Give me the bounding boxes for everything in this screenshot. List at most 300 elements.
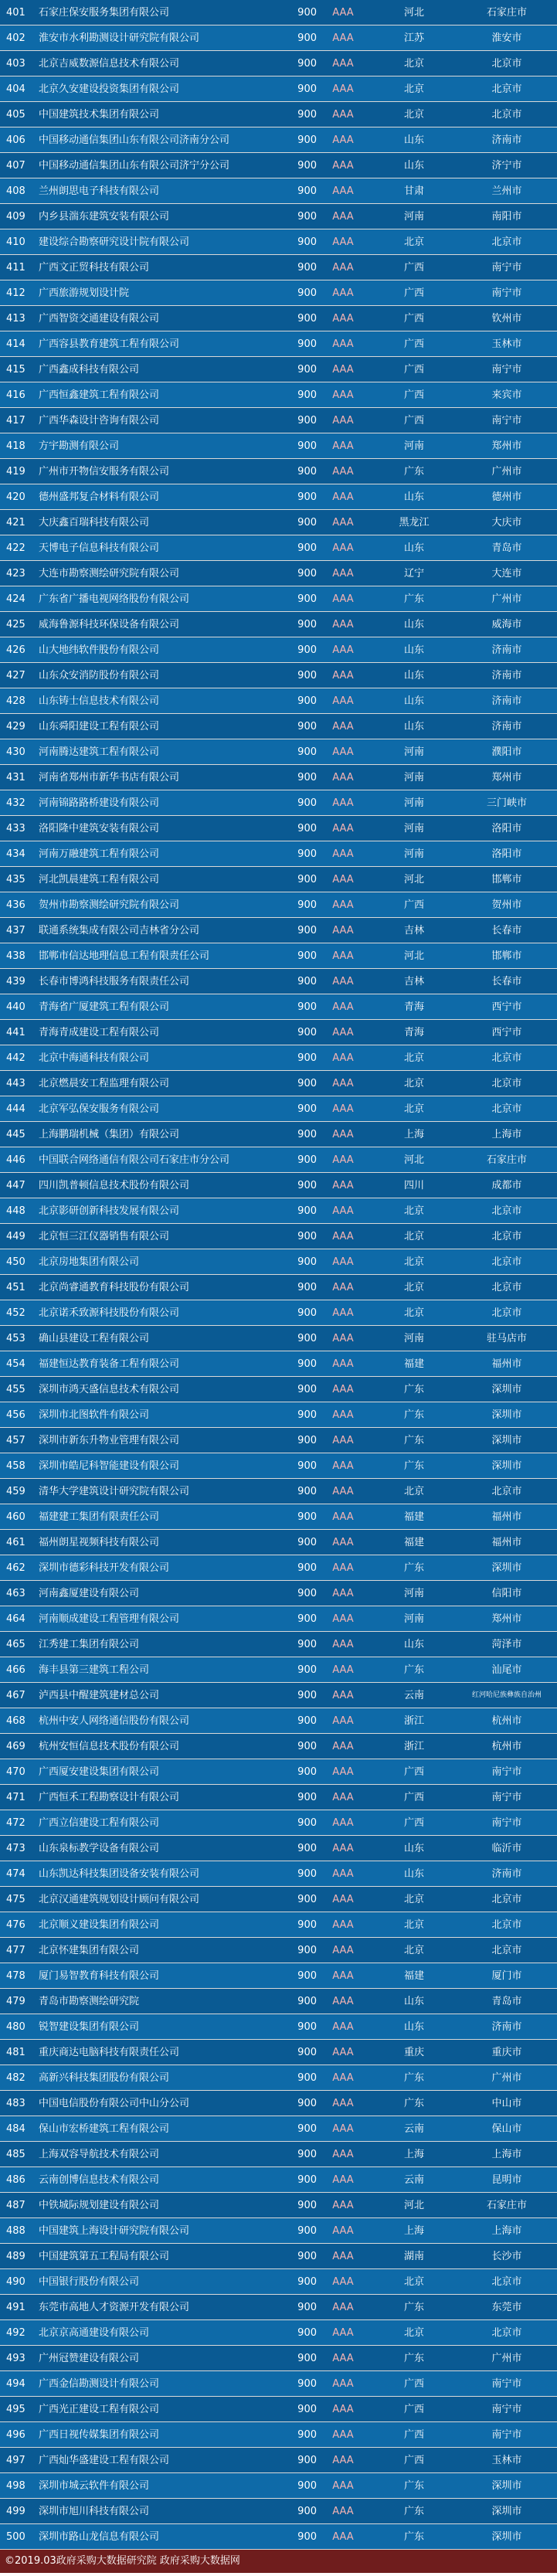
city-cell: 昆明市 (491, 2174, 522, 2186)
table-row (0, 2371, 557, 2397)
province-cell: 山东 (403, 1868, 424, 1880)
city-cell: 玉林市 (491, 2455, 522, 2466)
score-cell: 900 (297, 772, 317, 783)
city-cell: 石家庄市 (486, 7, 527, 19)
rank-cell: 474 (6, 1868, 25, 1880)
company-name-cell: 德州盛邦复合材料有限公司 (39, 491, 160, 503)
city-cell: 红河哈尼族彝族自治州 (471, 1691, 542, 1699)
company-name-cell: 山东泉标教学设备有限公司 (39, 1843, 160, 1854)
table-row (0, 1198, 557, 1224)
grade-cell: AAA (332, 1741, 354, 1752)
province-cell: 广西 (403, 2429, 424, 2441)
company-name-cell: 山东凯达科技集团设备安装有限公司 (39, 1868, 200, 1880)
table-row (0, 306, 557, 331)
table-row (0, 76, 557, 102)
company-name-cell: 河南省郑州市新华书店有限公司 (39, 772, 180, 783)
rank-cell: 423 (6, 568, 25, 579)
city-cell: 长春市 (491, 976, 522, 987)
city-cell: 南宁市 (491, 2404, 522, 2415)
rank-cell: 453 (6, 1333, 25, 1344)
province-cell: 广西 (403, 2404, 424, 2415)
province-cell: 广东 (403, 466, 424, 477)
table-row (0, 1887, 557, 1912)
rank-cell: 421 (6, 517, 25, 528)
province-cell: 山东 (403, 695, 424, 707)
grade-cell: AAA (332, 1766, 354, 1778)
rank-cell: 430 (6, 746, 25, 758)
table-row (0, 382, 557, 408)
city-cell: 深圳市 (491, 1460, 522, 1472)
city-cell: 郑州市 (491, 1613, 522, 1625)
rank-cell: 494 (6, 2378, 25, 2390)
score-cell: 900 (297, 1664, 317, 1676)
grade-cell: AAA (332, 1511, 354, 1523)
company-name-cell: 河南万融建筑工程有限公司 (39, 848, 160, 860)
table-row (0, 612, 557, 637)
city-cell: 深圳市 (491, 2506, 522, 2517)
score-cell: 900 (297, 364, 317, 376)
company-name-cell: 广东省广播电视网络股份有限公司 (39, 593, 190, 605)
score-cell: 900 (297, 440, 317, 452)
grade-cell: AAA (332, 160, 354, 172)
province-cell: 广东 (403, 1460, 424, 1472)
company-name-cell: 深圳市路山龙信息有限公司 (39, 2531, 160, 2543)
company-name-cell: 山东众安消防股份有限公司 (39, 670, 160, 681)
province-cell: 山东 (403, 1996, 424, 2007)
company-name-cell: 青岛市勘察测绘研究院 (39, 1996, 140, 2007)
grade-cell: AAA (332, 2200, 354, 2211)
province-cell: 广东 (403, 2506, 424, 2517)
grade-cell: AAA (332, 2123, 354, 2135)
grade-cell: AAA (332, 1078, 354, 1089)
province-cell: 河南 (403, 797, 424, 809)
rank-cell: 497 (6, 2455, 25, 2466)
rank-cell: 456 (6, 1409, 25, 1421)
province-cell: 山东 (403, 160, 424, 172)
rank-cell: 407 (6, 160, 25, 172)
rank-cell: 478 (6, 1970, 25, 1982)
city-cell: 驻马店市 (486, 1333, 527, 1344)
table-row (0, 892, 557, 918)
table-row (0, 459, 557, 484)
province-cell: 广西 (403, 899, 424, 911)
rank-cell: 412 (6, 287, 25, 299)
rank-cell: 455 (6, 1384, 25, 1395)
grade-cell: AAA (332, 1588, 354, 1599)
grade-cell: AAA (332, 1052, 354, 1064)
grade-cell: AAA (332, 1103, 354, 1115)
score-cell: 900 (297, 1307, 317, 1319)
city-cell: 临沂市 (491, 1843, 522, 1854)
score-cell: 900 (297, 1205, 317, 1217)
city-cell: 南宁市 (491, 262, 522, 274)
grade-cell: AAA (332, 58, 354, 70)
city-cell: 兰州市 (491, 185, 522, 197)
province-cell: 青海 (403, 1001, 424, 1013)
company-name-cell: 北京京高通建设有限公司 (39, 2327, 150, 2339)
table-row (0, 1836, 557, 1861)
rank-cell: 489 (6, 2251, 25, 2262)
rank-cell: 418 (6, 440, 25, 452)
score-cell: 900 (297, 1690, 317, 1701)
grade-cell: AAA (332, 2327, 354, 2339)
company-name-cell: 北京燃晨安工程监理有限公司 (39, 1078, 170, 1089)
province-cell: 青海 (403, 1027, 424, 1038)
table-row (0, 2065, 557, 2091)
grade-cell: AAA (332, 32, 354, 44)
city-cell: 郑州市 (491, 440, 522, 452)
city-cell: 深圳市 (491, 2531, 522, 2543)
grade-cell: AAA (332, 415, 354, 427)
rank-cell: 433 (6, 823, 25, 834)
province-cell: 河南 (403, 746, 424, 758)
table-row (0, 1020, 557, 1045)
score-cell: 900 (297, 1511, 317, 1523)
province-cell: 广东 (403, 2098, 424, 2109)
score-cell: 900 (297, 721, 317, 732)
grade-cell: AAA (332, 338, 354, 350)
province-cell: 山东 (403, 542, 424, 554)
score-cell: 900 (297, 2455, 317, 2466)
city-cell: 北京市 (491, 1103, 522, 1115)
score-cell: 900 (297, 7, 317, 19)
rank-cell: 468 (6, 1715, 25, 1727)
table-row (0, 969, 557, 994)
grade-cell: AAA (332, 1639, 354, 1650)
rank-cell: 408 (6, 185, 25, 197)
city-cell: 北京市 (491, 1282, 522, 1293)
table-row (0, 1071, 557, 1096)
table-row (0, 994, 557, 1020)
city-cell: 贺州市 (491, 899, 522, 911)
province-cell: 北京 (403, 1078, 424, 1089)
province-cell: 北京 (403, 2276, 424, 2288)
company-name-cell: 中国移动通信集团山东有限公司济宁分公司 (39, 160, 230, 172)
city-cell: 济南市 (491, 2021, 522, 2033)
table-row (0, 2142, 557, 2167)
table-row (0, 1224, 557, 1249)
table-row (0, 2448, 557, 2473)
table-row (0, 1581, 557, 1606)
city-cell: 汕尾市 (491, 1664, 522, 1676)
grade-cell: AAA (332, 976, 354, 987)
province-cell: 吉林 (403, 976, 424, 987)
score-cell: 900 (297, 185, 317, 197)
table-row (0, 663, 557, 688)
province-cell: 甘肃 (403, 185, 424, 197)
company-name-cell: 广西灿华盛建设工程有限公司 (39, 2455, 170, 2466)
city-cell: 北京市 (491, 58, 522, 70)
grade-cell: AAA (332, 2225, 354, 2237)
company-name-cell: 河南腾达建筑工程有限公司 (39, 746, 160, 758)
company-name-cell: 北京房地集团有限公司 (39, 1256, 140, 1268)
score-cell: 900 (297, 2174, 317, 2186)
company-name-cell: 中铁城际规划建设有限公司 (39, 2200, 160, 2211)
city-cell: 钦州市 (491, 313, 522, 325)
grade-cell: AAA (332, 287, 354, 299)
score-cell: 900 (297, 1562, 317, 1574)
score-cell: 900 (297, 1027, 317, 1038)
company-name-cell: 中国建筑第五工程局有限公司 (39, 2251, 170, 2262)
city-cell: 上海市 (491, 2149, 522, 2160)
province-cell: 北京 (403, 1486, 424, 1497)
grade-cell: AAA (332, 1919, 354, 1931)
company-name-cell: 福州朗星视频科技有限公司 (39, 1537, 160, 1548)
table-row (0, 2193, 557, 2218)
province-cell: 山东 (403, 491, 424, 503)
table-row (0, 841, 557, 867)
rank-cell: 420 (6, 491, 25, 503)
grade-cell: AAA (332, 2455, 354, 2466)
grade-cell: AAA (332, 619, 354, 630)
grade-cell: AAA (332, 1486, 354, 1497)
rank-cell: 459 (6, 1486, 25, 1497)
province-cell: 北京 (403, 1945, 424, 1956)
score-cell: 900 (297, 1766, 317, 1778)
score-cell: 900 (297, 670, 317, 681)
rank-cell: 432 (6, 797, 25, 809)
province-cell: 北京 (403, 236, 424, 248)
company-name-cell: 青海省广厦建筑工程有限公司 (39, 1001, 170, 1013)
table-row (0, 1351, 557, 1377)
score-cell: 900 (297, 1282, 317, 1293)
rank-cell: 415 (6, 364, 25, 376)
score-cell: 900 (297, 160, 317, 172)
company-name-cell: 深圳市北图软件有限公司 (39, 1409, 150, 1421)
table-row (0, 790, 557, 816)
grade-cell: AAA (332, 1333, 354, 1344)
company-name-cell: 中国移动通信集团山东有限公司济南分公司 (39, 134, 230, 146)
grade-cell: AAA (332, 1945, 354, 1956)
province-cell: 河北 (403, 7, 424, 19)
province-cell: 广西 (403, 364, 424, 376)
grade-cell: AAA (332, 1129, 354, 1140)
city-cell: 南宁市 (491, 2378, 522, 2390)
grade-cell: AAA (332, 2174, 354, 2186)
province-cell: 辽宁 (403, 568, 424, 579)
city-cell: 北京市 (491, 1919, 522, 1931)
province-cell: 山东 (403, 134, 424, 146)
province-cell: 广西 (403, 338, 424, 350)
grade-cell: AAA (332, 2506, 354, 2517)
company-name-cell: 广西华森设计咨询有限公司 (39, 415, 160, 427)
score-cell: 900 (297, 1358, 317, 1370)
rank-cell: 477 (6, 1945, 25, 1956)
rank-cell: 439 (6, 976, 25, 987)
grade-cell: AAA (332, 313, 354, 325)
score-cell: 900 (297, 695, 317, 707)
grade-cell: AAA (332, 542, 354, 554)
province-cell: 广东 (403, 1664, 424, 1676)
company-name-cell: 广西鑫成科技有限公司 (39, 364, 140, 376)
province-cell: 广西 (403, 2378, 424, 2390)
city-cell: 济南市 (491, 670, 522, 681)
province-cell: 浙江 (403, 1715, 424, 1727)
company-name-cell: 东莞市高地人才资源开发有限公司 (39, 2302, 190, 2313)
city-cell: 淮安市 (491, 32, 522, 44)
rank-cell: 495 (6, 2404, 25, 2415)
rank-cell: 405 (6, 109, 25, 121)
score-cell: 900 (297, 58, 317, 70)
province-cell: 广西 (403, 287, 424, 299)
province-cell: 山东 (403, 670, 424, 681)
table-row (0, 1479, 557, 1504)
table-row (0, 2295, 557, 2320)
grade-cell: AAA (332, 2531, 354, 2543)
table-row (0, 816, 557, 841)
company-name-cell: 北京恒三江仪器销售有限公司 (39, 1231, 170, 1242)
score-cell: 900 (297, 109, 317, 121)
province-cell: 山东 (403, 2021, 424, 2033)
grade-cell: AAA (332, 2098, 354, 2109)
table-row (0, 2269, 557, 2295)
company-name-cell: 兰州朗思电子科技有限公司 (39, 185, 160, 197)
rank-cell: 467 (6, 1690, 25, 1701)
score-cell: 900 (297, 466, 317, 477)
company-name-cell: 福建建工集团有限责任公司 (39, 1511, 160, 1523)
score-cell: 900 (297, 1103, 317, 1115)
grade-cell: AAA (332, 2251, 354, 2262)
province-cell: 北京 (403, 58, 424, 70)
company-name-cell: 建设综合勘察研究设计院有限公司 (39, 236, 190, 248)
score-cell: 900 (297, 1460, 317, 1472)
grade-cell: AAA (332, 83, 354, 95)
table-row (0, 2422, 557, 2448)
table-row (0, 1453, 557, 1479)
company-name-cell: 山东舜阳建设工程有限公司 (39, 721, 160, 732)
city-cell: 广州市 (491, 2353, 522, 2364)
company-name-cell: 清华大学建筑设计研究院有限公司 (39, 1486, 190, 1497)
rank-cell: 428 (6, 695, 25, 707)
rank-cell: 491 (6, 2302, 25, 2313)
grade-cell: AAA (332, 1894, 354, 1905)
score-cell: 900 (297, 1996, 317, 2007)
company-name-cell: 广西恒禾工程勘察设计有限公司 (39, 1792, 180, 1803)
city-cell: 深圳市 (491, 1562, 522, 1574)
rank-cell: 465 (6, 1639, 25, 1650)
city-cell: 福州市 (491, 1358, 522, 1370)
score-cell: 900 (297, 1919, 317, 1931)
grade-cell: AAA (332, 2276, 354, 2288)
city-cell: 南宁市 (491, 1817, 522, 1829)
score-cell: 900 (297, 2531, 317, 2543)
province-cell: 广西 (403, 1766, 424, 1778)
city-cell: 邯郸市 (491, 874, 522, 885)
grade-cell: AAA (332, 134, 354, 146)
company-name-cell: 大连市勘察测绘研究院有限公司 (39, 568, 180, 579)
rank-cell: 471 (6, 1792, 25, 1803)
table-row (0, 127, 557, 153)
company-name-cell: 威海鲁源科技环保设备有限公司 (39, 619, 180, 630)
table-row (0, 1657, 557, 1683)
table-row (0, 510, 557, 535)
rank-cell: 464 (6, 1613, 25, 1625)
rank-cell: 480 (6, 2021, 25, 2033)
grade-cell: AAA (332, 593, 354, 605)
grade-cell: AAA (332, 109, 354, 121)
grade-cell: AAA (332, 1562, 354, 1574)
table-row (0, 1938, 557, 1963)
city-cell: 洛阳市 (491, 848, 522, 860)
province-cell: 重庆 (403, 2047, 424, 2058)
grade-cell: AAA (332, 1460, 354, 1472)
city-cell: 济南市 (491, 1868, 522, 1880)
score-cell: 900 (297, 848, 317, 860)
province-cell: 广西 (403, 313, 424, 325)
rank-cell: 442 (6, 1052, 25, 1064)
province-cell: 福建 (403, 1358, 424, 1370)
rank-cell: 438 (6, 950, 25, 962)
city-cell: 深圳市 (491, 1409, 522, 1421)
city-cell: 北京市 (491, 1486, 522, 1497)
province-cell: 广东 (403, 2072, 424, 2084)
grade-cell: AAA (332, 1307, 354, 1319)
rank-cell: 425 (6, 619, 25, 630)
company-name-cell: 杭州中安人网络通信股份有限公司 (39, 1715, 190, 1727)
company-name-cell: 河北凯晨建筑工程有限公司 (39, 874, 160, 885)
company-name-cell: 北京诺禾致源科技股份有限公司 (39, 1307, 180, 1319)
city-cell: 成都市 (491, 1180, 522, 1191)
score-cell: 900 (297, 2047, 317, 2058)
city-cell: 北京市 (491, 1945, 522, 1956)
score-cell: 900 (297, 2072, 317, 2084)
province-cell: 广西 (403, 262, 424, 274)
city-cell: 北京市 (491, 1205, 522, 1217)
grade-cell: AAA (332, 2149, 354, 2160)
table-row (0, 178, 557, 204)
province-cell: 上海 (403, 2149, 424, 2160)
company-name-cell: 广西旅游规划设计院 (39, 287, 130, 299)
province-cell: 北京 (403, 109, 424, 121)
company-name-cell: 深圳市城云软件有限公司 (39, 2480, 150, 2492)
score-cell: 900 (297, 823, 317, 834)
province-cell: 云南 (403, 2123, 424, 2135)
province-cell: 广西 (403, 1817, 424, 1829)
copyright-footer: ©2019.03政府采购大数据研究院 政府采购大数据网 (0, 2550, 557, 2573)
table-row (0, 331, 557, 357)
province-cell: 广西 (403, 415, 424, 427)
table-row (0, 1377, 557, 1402)
table-row (0, 2091, 557, 2116)
score-cell: 900 (297, 593, 317, 605)
score-cell: 900 (297, 1945, 317, 1956)
table-row (0, 2167, 557, 2193)
score-cell: 900 (297, 950, 317, 962)
score-cell: 900 (297, 389, 317, 401)
rank-cell: 435 (6, 874, 25, 885)
city-cell: 南宁市 (491, 364, 522, 376)
score-cell: 900 (297, 2480, 317, 2492)
table-row (0, 943, 557, 969)
score-cell: 900 (297, 1231, 317, 1242)
company-name-cell: 北京怀建集团有限公司 (39, 1945, 140, 1956)
table-row (0, 1606, 557, 1632)
score-cell: 900 (297, 2200, 317, 2211)
company-name-cell: 广西厦安建设集团有限公司 (39, 1766, 160, 1778)
city-cell: 玉林市 (491, 338, 522, 350)
company-name-cell: 河南锦路路桥建设有限公司 (39, 797, 160, 809)
company-name-cell: 贺州市勘察测绘研究院有限公司 (39, 899, 180, 911)
rank-cell: 461 (6, 1537, 25, 1548)
company-name-cell: 广西光正建设工程有限公司 (39, 2404, 160, 2415)
score-cell: 900 (297, 2276, 317, 2288)
company-name-cell: 深圳市德彩科技开发有限公司 (39, 1562, 170, 1574)
rank-cell: 434 (6, 848, 25, 860)
province-cell: 广东 (403, 593, 424, 605)
table-row (0, 25, 557, 51)
company-name-cell: 中国建筑技术集团有限公司 (39, 109, 160, 121)
company-name-cell: 青海青成建设工程有限公司 (39, 1027, 160, 1038)
